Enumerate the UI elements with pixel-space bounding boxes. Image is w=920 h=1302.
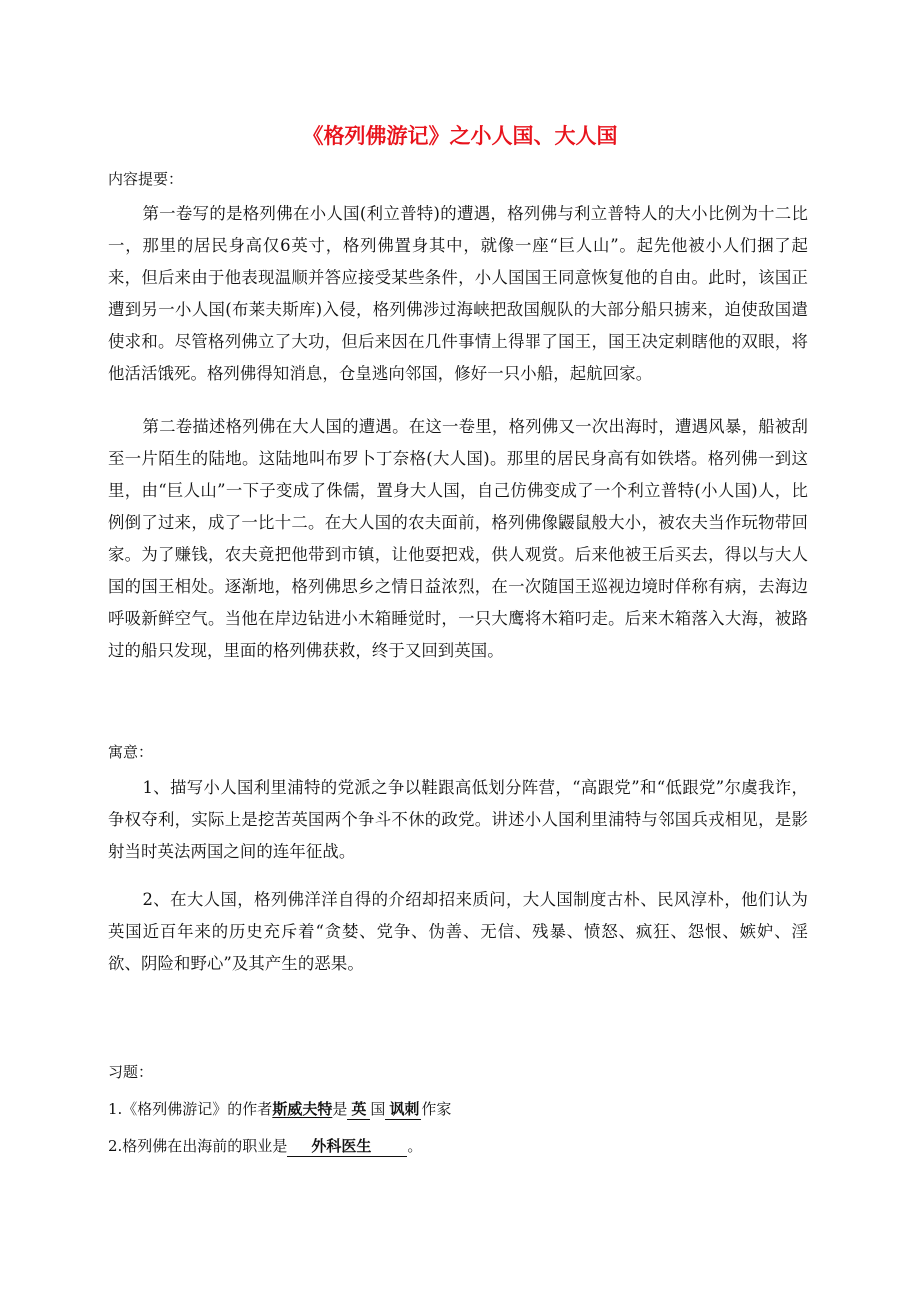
paragraph-volume-two: 第二卷描述格列佛在大人国的遭遇。在这一卷里，格列佛又一次出海时，遭遇风暴，船被刮至一片陌生的陆地。这陆地叫布罗卜丁奈格(大人国)。那里的居民身高有如铁塔。格列佛一到这里，由“巨人山”一下子变成了侏儒，置身大人国，自己仿佛变成了一个利立普特(小人国)人，比例倒了过来，成了一比十二。在大人国的农夫面前，格列佛像鼹鼠般大小，被农夫当作玩物带回家。为了赚钱，农夫竟把他带到市镇，让他耍把戏，供人观赏。后来他被王后买去，得以与大人国的国王相处。逐渐地，格列佛思乡之情日益浓烈，在一次随国王巡视边境时佯称有病，去海边呼吸新鲜空气。当他在岸边钻进小木箱睡觉时，一只大鹰将木箱叼走。后来木箱落入大海，被路过的船只发现，里面的格列佛获救，终于又回到英国。	[108, 417, 808, 660]
answer-country: 英	[351, 1100, 367, 1118]
document-title: 《格列佛游记》之小人国、大人国	[302, 124, 618, 148]
summary-label: 内容提要：	[108, 170, 184, 188]
exercise-question-2	[108, 1134, 422, 1158]
meaning-item-1: 1、描写小人国利里浦特的党派之争以鞋跟高低划分阵营，“高跟党”和“低跟党”尔虞我诈，争权夺利，实际上是挖苦英国两个争斗不休的政党。讲述小人国利里浦特与邻国兵戎相见，是影射当时英法两国之间的连年征战。	[108, 778, 808, 861]
question-2-prefix: 2.格列佛在出海前的职业是	[108, 1137, 288, 1155]
exercise-question-1	[108, 1097, 451, 1121]
answer-country-blank	[347, 1099, 370, 1120]
question-1-prefix: 1.《格列佛游记》的作者	[108, 1100, 273, 1118]
paragraph-volume-one: 第一卷写的是格列佛在小人国(利立普特)的遭遇，格列佛与利立普特人的大小比例为十二比一，那里的居民身高仅6英寸，格列佛置身其中，就像一座“巨人山”。起先他被小人们捆了起来，但后来由于他表现温顺并答应接受某些条件，小人国国王同意恢复他的自由。此时，该国正遭到另一小人国(布莱夫斯库)入侵，格列佛涉过海峡把敌国舰队的大部分船只掳来，迫使敌国遣使求和。尽管格列佛立了大功，但后来因在几件事情上得罪了国王，国王决定刺瞎他的双眼，将他活活饿死。格列佛得知消息，仓皇逃向邻国，修好一只小船，起航回家。	[108, 204, 808, 383]
answer-profession: 外科医生	[311, 1137, 372, 1155]
answer-genre-blank	[385, 1099, 421, 1120]
question-1-guo: 国	[370, 1100, 386, 1118]
answer-genre: 讽刺	[389, 1100, 420, 1118]
answer-profession-blank	[287, 1136, 407, 1157]
meaning-item-2: 2、在大人国，格列佛洋洋自得的介绍却招来质问，大人国制度古朴、民风淳朴，他们认为英国近百年来的历史充斥着“贪婪、党争、伪善、无信、残暴、愤怒、疯狂、怨恨、嫉妒、淫欲、阴险和野心”及其产生的恶果。	[108, 890, 808, 973]
exercise-label: 习题：	[108, 1063, 154, 1081]
question-1-is: 是	[332, 1100, 348, 1118]
question-1-suffix: 作家	[421, 1100, 452, 1118]
meaning-label: 寓意：	[108, 743, 154, 761]
question-2-suffix: 。	[407, 1137, 423, 1155]
answer-author: 斯威夫特	[272, 1100, 333, 1118]
